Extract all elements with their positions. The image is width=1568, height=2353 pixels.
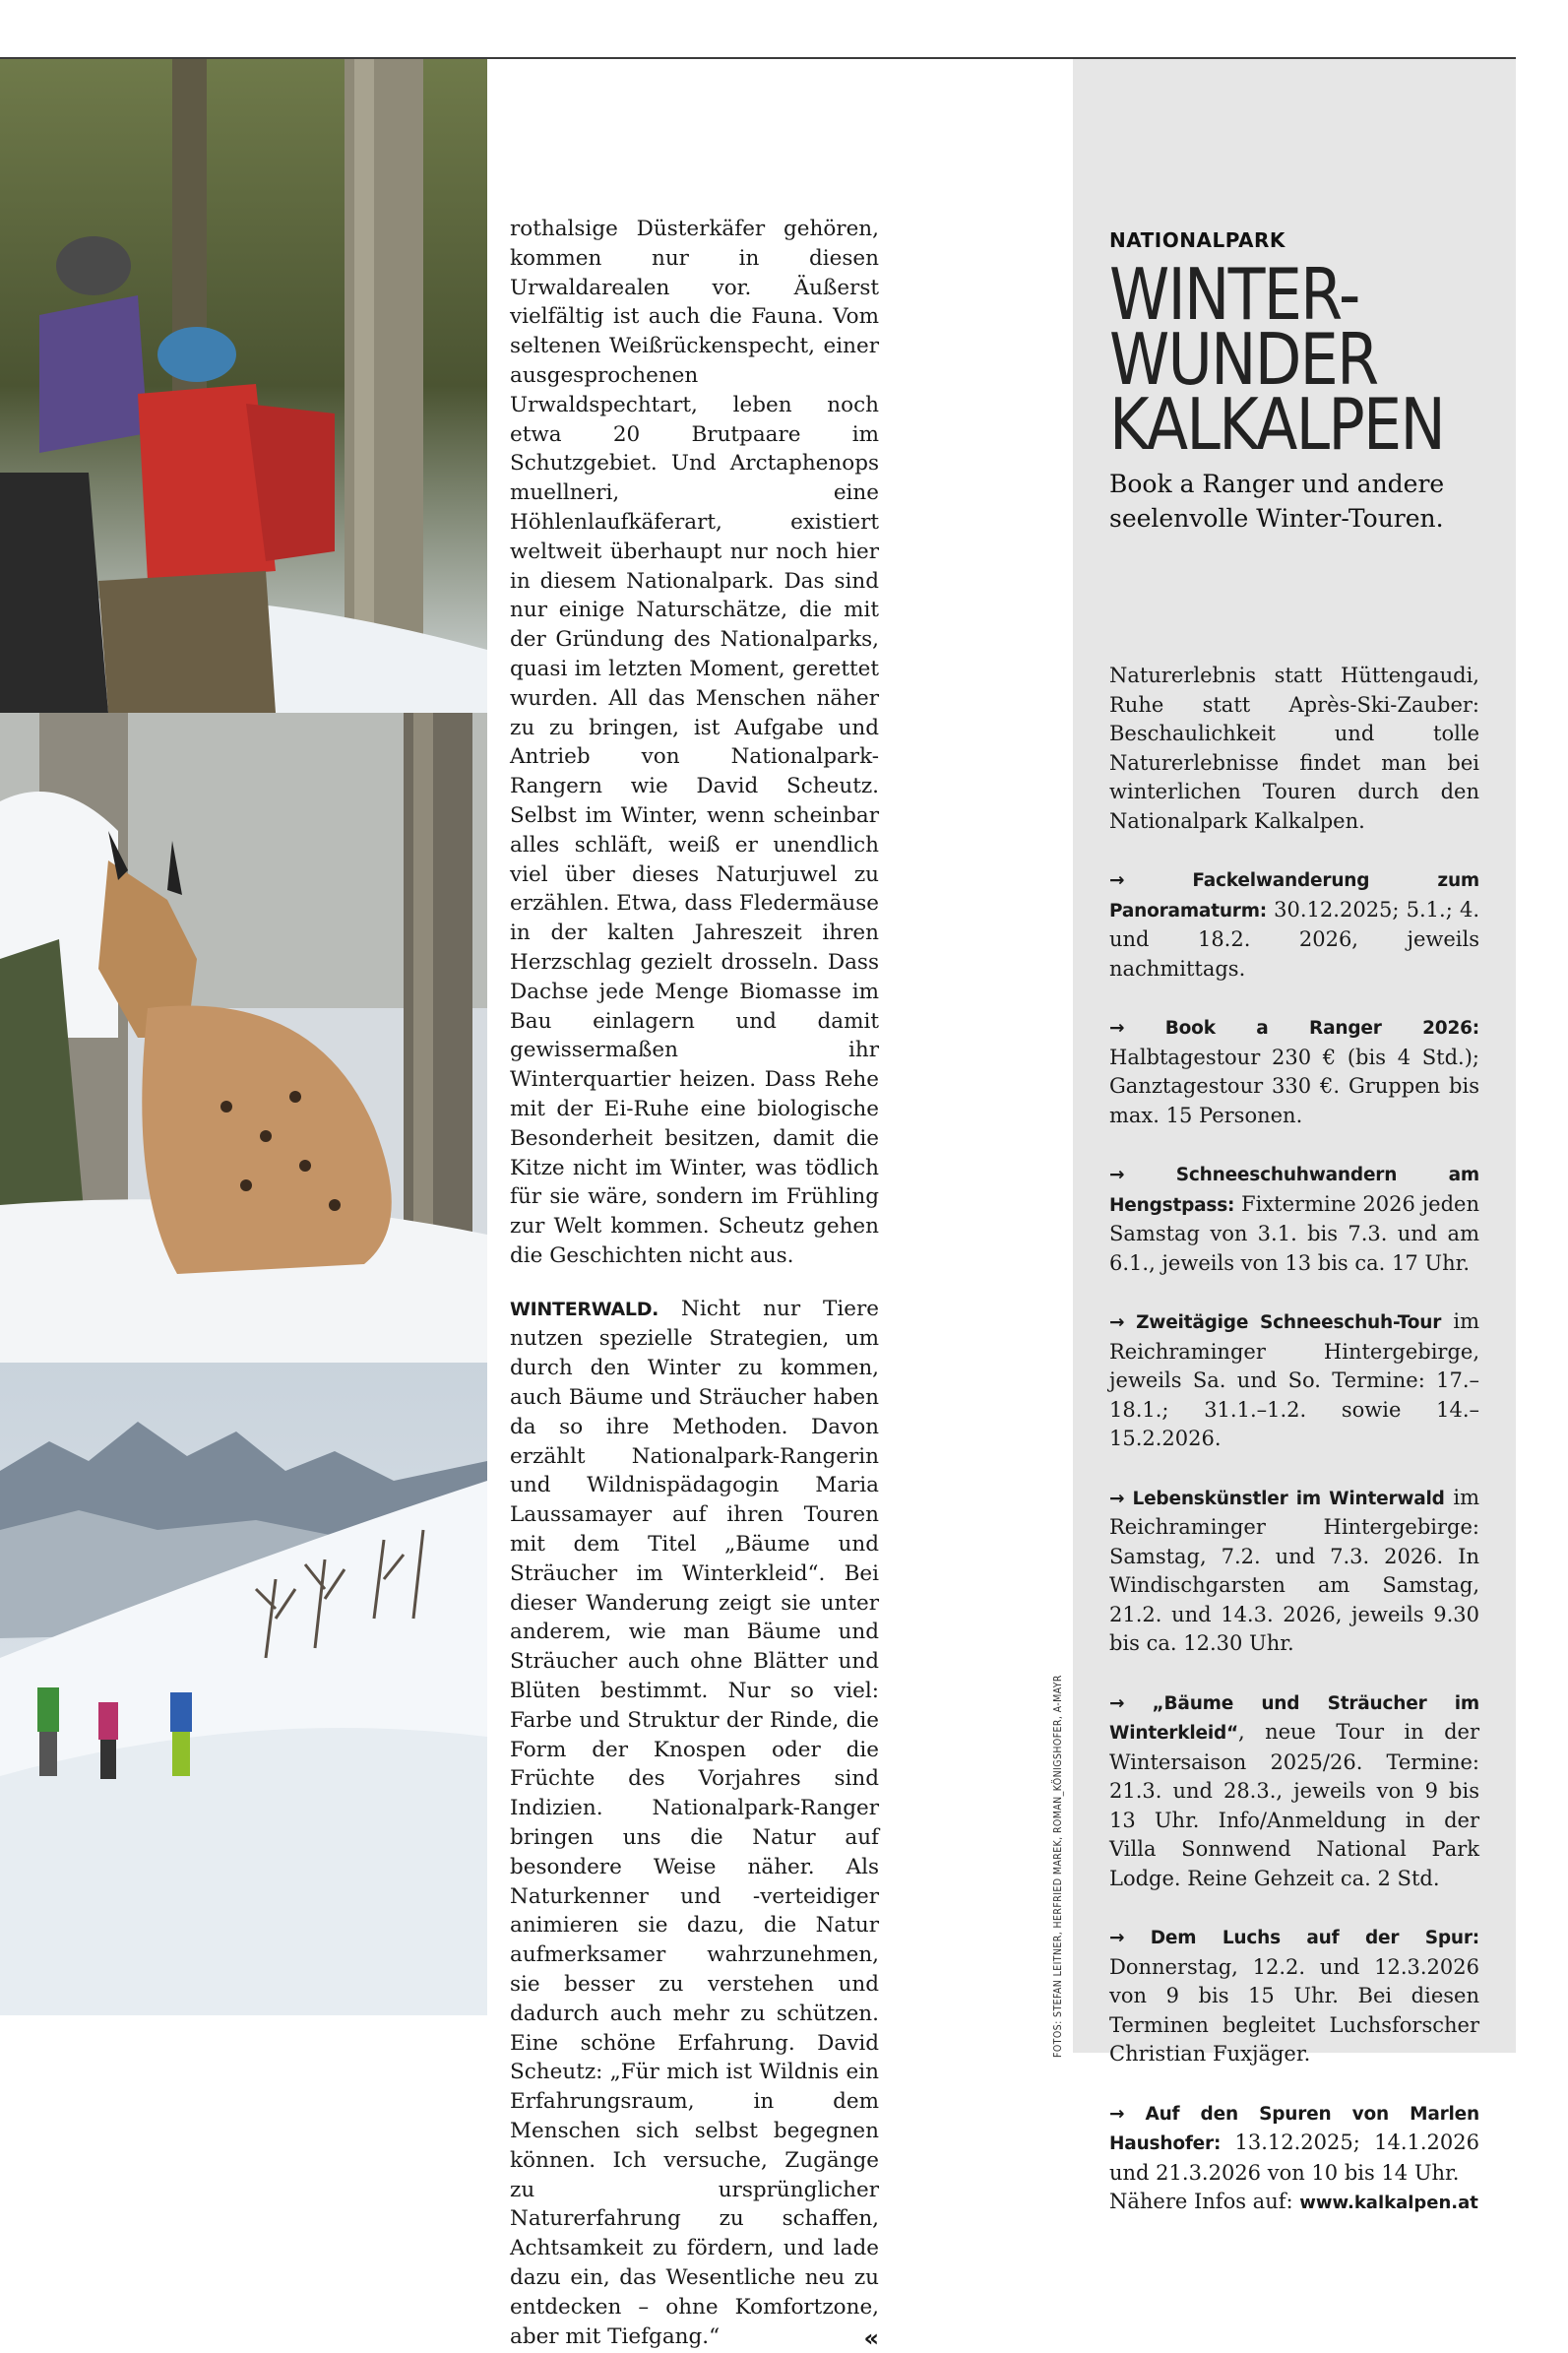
article-text (510, 215, 879, 2353)
headline (1109, 253, 1445, 466)
sidebar-header (1109, 228, 1479, 536)
tour-details: im Reichraminger Hintergebirge: Samstag, 7.2. und 7.3. 2026. In Windischgarsten am Samstag, 21.2. und 14.3. 2026, jeweils 9.30 bis ca. 12.30 Uhr. (1109, 1485, 1479, 1655)
tour-item (1109, 1307, 1479, 1454)
tour-title: → Book a Ranger 2026: (1109, 1018, 1479, 1039)
tour-details: Fixtermine 2026 jeden Samstag von 3.1. bis 7.3. und am 6.1., jeweils von 13 bis ca. 17 Uhr. (1109, 1191, 1479, 1275)
tour-details: im Reichraminger Hintergebirge, jeweils Sa. und So. Termine: 17.–18.1.; 31.1.–1.2. sowie 14.–15.2.2026. (1109, 1309, 1479, 1450)
tour-item (1109, 865, 1479, 984)
tour-title: → Dem Luchs auf der Spur: (1109, 1928, 1479, 1948)
photo-credit: FOTOS: STEFAN LEITNER, HERFRIED MAREK, ROMAN_KÖNIGSHOFER, A-MAYR (1052, 1675, 1064, 2058)
end-mark: « (863, 2323, 879, 2352)
tour-item (1109, 1484, 1479, 1659)
tour-title: → Schneeschuhwandern am Hengstpass: (1109, 1165, 1479, 1216)
tour-details: 30.12.2025; 5.1.; 4. und 18.2. 2026, jeweils nachmittags. (1109, 897, 1479, 981)
headline-line-3: KALKALPEN (1109, 383, 1445, 466)
tour-title: → Fackelwanderung zum Panoramaturm: (1109, 870, 1479, 922)
more-info-label: Nähere Infos auf: (1109, 2190, 1300, 2213)
tour-details: Halbtagestour 230 € (bis 4 Std.); Ganztagestour 330 €. Gruppen bis max. 15 Personen. (1109, 1045, 1479, 1127)
tour-details: , neue Tour in der Wintersaison 2025/26. Termine: 21.3. und 28.3., jeweils von 9 bis 13 Uhr. Info/Anmeldung in der Villa Sonnwend National Park Lodge. Reine Gehzeit ca. 2 Std. (1109, 1720, 1479, 1890)
kicker: NATIONALPARK (1109, 228, 1286, 252)
sidebar-intro: Naturerlebnis statt Hüttengaudi, Ruhe statt Après-Ski-Zauber: Beschaulichkeit und tolle Naturerlebnisse findet man bei winterlichen Touren durch den Nationalpark Kalkalpen. (1109, 664, 1479, 833)
tour-title: → Lebenskünstler im Winterwald (1109, 1488, 1445, 1509)
hikers-forest-photo (0, 59, 487, 713)
article-paragraph-2 (510, 1295, 879, 2352)
tour-details: Donnerstag, 12.2. und 12.3.2026 von 9 bis 15 Uhr. Bei diesen Terminen begleitet Luchsforscher Christian Fuxjäger. (1109, 1954, 1479, 2066)
snowshoe-mountains-photo (0, 1363, 487, 2015)
website-link[interactable]: www.kalkalpen.at (1299, 2193, 1478, 2213)
tour-item (1109, 2099, 1479, 2218)
sidebar-body (1109, 662, 1479, 2218)
tour-title: → Auf den Spuren von Marlen Haushofer: (1109, 2103, 1479, 2154)
headline-line-2: WUNDER (1109, 318, 1378, 401)
headline-line-1: WINTER- (1109, 253, 1359, 336)
info-sidebar (1073, 59, 1516, 2213)
tour-item (1109, 1688, 1479, 1894)
article-paragraph-1: rothalsige Düsterkäfer gehören, kommen nur in diesen Urwaldarealen vor. Äußerst vielfältig ist auch die Fauna. Vom seltenen Weißrückenspecht, einer ausgesprochenen Urwaldspechtart, leben noch etwa 20 Brutpaare im Schutzgebiet. Und Arctaphenops muellneri, eine Höhlenlaufkäferart, existiert weltweit überhaupt nur noch hier in diesem Nationalpark. Das sind nur einige Naturschätze, die mit der Gründung des Nationalparks, quasi im letzten Moment, gerettet wurden. All das Menschen näher zu zu bringen, ist Aufgabe und Antrieb von Nationalpark-Rangern wie David Scheutz. Selbst im Winter, wenn scheinbar alles schläft, weiß er unendlich viel über dieses Naturjuwel zu erzählen. Etwa, dass Fledermäuse in der kalten Jahreszeit ihren Herzschlag gezielt drosseln. Dass Dachse jede Menge Biomasse im Bau einlagern und damit gewissermaßen ihr Winterquartier heizen. Dass Rehe mit der Ei-Ruhe eine biologische Besonderheit besitzen, damit die Kitze nicht im Winter, was tödlich für sie wäre, sondern im Frühling zur Welt kommen. Scheutz gehen die Geschichten nicht aus. (510, 217, 879, 1268)
runin-heading: WINTERWALD. (510, 1298, 659, 1320)
subheadline: Book a Ranger und andere seelenvolle Winter-Touren. (1109, 470, 1445, 533)
tour-details: 13.12.2025; 14.1.2026 und 21.3.2026 von 10 bis 14 Uhr. (1109, 2130, 1479, 2185)
tour-title: → Zweitägige Schneeschuh-Tour (1109, 1312, 1442, 1333)
tour-item (1109, 1160, 1479, 1278)
article-paragraph-2-text: Nicht nur Tiere nutzen spezielle Strategien, um durch den Winter zu kommen, auch Bäume und Sträucher haben da so ihre Methoden. Davon erzählt Nationalpark-Rangerin und Wildnispädagogin Maria Laussamayer auf ihren Touren mit dem Titel „Bäume und Sträucher im Winterkleid“. Bei dieser Wanderung zeigt sie unter anderem, wie man Bäume und Sträucher auch ohne Blätter und Blüten bestimmt. Nur so viel: Farbe und Struktur der Rinde, die Form der Knospen oder die Früchte des Vorjahres sind Indizien. Nationalpark-Ranger bringen uns die Natur auf besondere Weise näher. Als Naturkenner und -verteidiger animieren sie dazu, die Natur aufmerksamer wahrzunehmen, sie besser zu verstehen und dadurch auch mehr zu schützen. Eine schöne Erfahrung. David Scheutz: „Für mich ist Wildnis ein Erfahrungsraum, in dem Menschen sich selbst begegnen können. Ich versuche, Zugänge zu ursprünglicher Naturerfahrung zu schaffen, Achtsamkeit zu fördern, und lade dazu ein, das Wesentliche neu zu entdecken – ohne Komfortzone, aber mit Tiefgang.“ (510, 1296, 879, 2349)
tour-item (1109, 1013, 1479, 1130)
tour-item (1109, 1923, 1479, 2069)
lynx-photo (0, 713, 487, 1363)
tour-title: → „Bäume und Sträucher im Winterkleid“ (1109, 1692, 1479, 1744)
